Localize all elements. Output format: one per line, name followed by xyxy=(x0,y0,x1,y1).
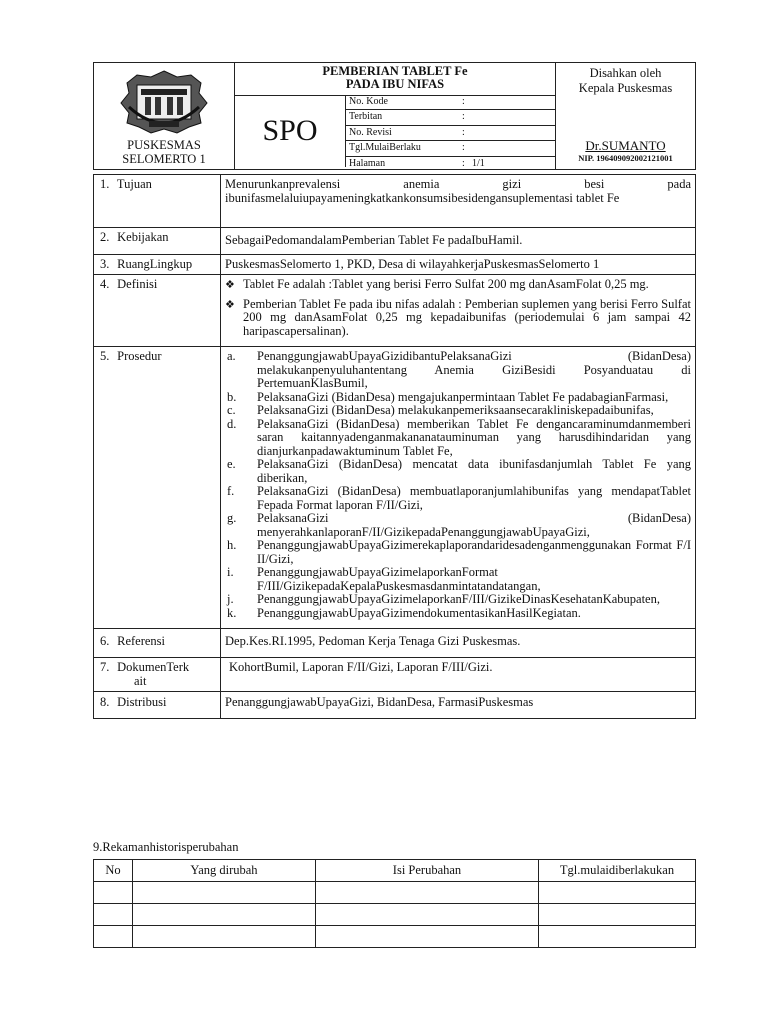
definition-text: Pemberian Tablet Fe pada ibu nifas adalah : Pemberian suplemen yang berisi Ferro Sulfat 200 mg danAsamFolat 0,25 mg kepadaibunifas (periodemulai 6 jam sampai 42 haripascapersalinan). xyxy=(243,296,691,338)
row-content: KohortBumil, Laporan F/II/Gizi, Laporan F/III/Gizi. xyxy=(221,658,696,692)
meta-value: 1/1 xyxy=(472,157,485,169)
row-label xyxy=(94,175,221,228)
row-content xyxy=(221,347,696,629)
step-letter: k. xyxy=(227,605,237,620)
procedure-step xyxy=(225,350,691,391)
meta-colon: : xyxy=(462,96,465,107)
approval-text xyxy=(556,66,695,96)
row-label-text: RuangLingkup xyxy=(117,256,193,271)
org-line2: SELOMERTO 1 xyxy=(122,152,206,166)
row-kebijakan xyxy=(94,228,696,255)
signer-nip: NIP. 196409092002121001 xyxy=(578,153,673,163)
diamond-bullet-icon: ❖ xyxy=(225,297,235,311)
row-label xyxy=(94,658,221,692)
history-header-row xyxy=(94,860,696,882)
row-content: PenanggungjawabUpayaGizi, BidanDesa, FarmasiPuskesmas xyxy=(221,692,696,719)
row-content: Menurunkanprevalensi anemia gizi besi pada ibunifasmelaluiupayameningkatkankonsumsibesidengansuplementasi tablet Fe xyxy=(221,175,696,228)
row-content: Dep.Kes.RI.1995, Pedoman Kerja Tenaga Gizi Puskesmas. xyxy=(221,629,696,658)
step-letter: c. xyxy=(227,403,236,417)
document-meta xyxy=(345,95,555,171)
meta-key: Tgl.MulaiBerlaku xyxy=(349,142,421,154)
title-cell xyxy=(235,63,556,170)
step-letter: g. xyxy=(227,511,237,525)
history-cell[interactable] xyxy=(133,904,316,926)
row-label-text: Referensi xyxy=(117,634,166,648)
step-letter: e. xyxy=(227,457,236,471)
procedure-step xyxy=(225,593,691,607)
history-cell[interactable] xyxy=(539,926,696,948)
row-definisi xyxy=(94,275,696,347)
row-number: 4. xyxy=(100,277,110,291)
history-row xyxy=(94,904,696,926)
history-col-changed: Yang dirubah xyxy=(133,860,316,882)
row-label xyxy=(94,275,221,347)
spo-label: SPO xyxy=(235,95,346,167)
meta-key: Halaman xyxy=(349,157,386,169)
meta-row-tgl xyxy=(345,141,555,156)
history-col-no: No xyxy=(94,860,133,882)
step-text: PelaksanaGizi (BidanDesa) menyerahkanlaporanF/II/GizikepadaPenanggungjawabUpayaGizi, xyxy=(257,511,691,539)
step-text: PelaksanaGizi (BidanDesa) melakukanpemeriksaansecarakliniskepadaibunifas, xyxy=(257,403,654,417)
step-letter: b. xyxy=(227,389,237,404)
row-label-text-cont: ait xyxy=(134,673,147,688)
row-label-text: Distribusi xyxy=(117,695,167,709)
step-text: PelaksanaGizi (BidanDesa) mengajukanpermintaan Tablet Fe padabagianFarmasi, xyxy=(257,389,669,404)
row-ruang-lingkup xyxy=(94,254,696,275)
history-cell[interactable] xyxy=(316,904,539,926)
row-label xyxy=(94,692,221,719)
logo-cell xyxy=(94,63,235,170)
history-cell[interactable] xyxy=(133,926,316,948)
step-text: PenanggungjawabUpayaGizimendokumentasikanHasilKegiatan. xyxy=(257,605,581,620)
meta-colon: : xyxy=(462,126,465,138)
row-content xyxy=(221,275,696,347)
row-label-text: Kebijakan xyxy=(117,230,169,244)
history-title: 9.Rekamanhistorisperubahan xyxy=(93,840,239,854)
meta-colon: : xyxy=(462,142,465,154)
row-prosedur xyxy=(94,347,696,629)
meta-row-revisi xyxy=(345,126,555,141)
meta-row-terbitan xyxy=(345,110,555,125)
procedure-step xyxy=(225,566,691,593)
meta-row-halaman xyxy=(345,157,555,171)
definition-item xyxy=(225,298,691,339)
title-line1: PEMBERIAN TABLET Fe xyxy=(322,64,468,78)
title-line2: PADA IBU NIFAS xyxy=(345,77,445,91)
procedure-table xyxy=(93,174,696,719)
signer-name: Dr.SUMANTO xyxy=(585,138,666,153)
row-number: 1. xyxy=(100,177,110,191)
step-text: PelaksanaGizi (BidanDesa) memberikan Tablet Fe dengancaraminumdanmemberi saran kaitannyadenganmakananatauminuman yang harusdihindaridan yang dianjurkanpadawaktuminum Tablet Fe, xyxy=(257,416,691,458)
history-row xyxy=(94,926,696,948)
meta-colon: : xyxy=(462,111,465,123)
document-title xyxy=(235,63,555,96)
row-label xyxy=(94,254,221,275)
definition-text: Tablet Fe adalah :Tablet yang berisi Ferro Sulfat 200 mg danAsamFolat 0,25 mg. xyxy=(243,277,649,291)
row-number: 7. xyxy=(100,660,110,674)
meta-colon: : xyxy=(462,157,465,169)
step-letter: f. xyxy=(227,484,235,498)
procedure-step xyxy=(225,418,691,459)
history-table xyxy=(93,859,696,948)
step-text: PelaksanaGizi (BidanDesa) membuatlaporanjumlahibunifas yang mendapatTablet Fepada Format laporan F/II/Gizi, xyxy=(257,484,691,512)
procedure-step xyxy=(225,539,691,566)
procedure-step xyxy=(225,607,691,621)
history-cell[interactable] xyxy=(539,904,696,926)
history-cell[interactable] xyxy=(94,904,133,926)
history-row xyxy=(94,882,696,904)
history-cell[interactable] xyxy=(316,926,539,948)
history-cell[interactable] xyxy=(133,882,316,904)
row-number: 3. xyxy=(100,256,110,271)
step-text: PelaksanaGizi (BidanDesa) mencatat data ibunifasdanjumlah Tablet Fe yang diberikan, xyxy=(257,457,691,485)
row-number: 5. xyxy=(100,349,110,363)
approval-line2: Kepala Puskesmas xyxy=(578,81,673,95)
step-letter: h. xyxy=(227,538,237,552)
step-text: PenanggungjawabUpayaGizidibantuPelaksanaGizi (BidanDesa) melakukanpenyuluhantentang Anemia GiziBesidi Posyanduatau di PertemuanKlasBumil, xyxy=(257,349,691,390)
row-label-text: Tujuan xyxy=(116,177,152,191)
meta-key: No. Kode xyxy=(349,96,388,107)
header-table xyxy=(93,62,696,170)
organization-name xyxy=(94,138,234,166)
procedure-step xyxy=(225,391,691,405)
procedure-step xyxy=(225,512,691,539)
row-label xyxy=(94,629,221,658)
approval-cell xyxy=(556,63,696,170)
history-cell[interactable] xyxy=(94,882,133,904)
step-text: PenanggungjawabUpayaGizimelaporkanFormat F/III/GizikepadaKepalaPuskesmasdanmintatandatangan, xyxy=(257,565,541,593)
approval-line1: Disahkan oleh xyxy=(589,66,662,80)
meta-row-kode xyxy=(345,95,555,110)
history-cell[interactable] xyxy=(94,926,133,948)
step-letter: d. xyxy=(227,416,237,431)
meta-key: No. Revisi xyxy=(349,126,392,138)
procedure-step xyxy=(225,485,691,512)
history-col-content: Isi Perubahan xyxy=(316,860,539,882)
row-number: 8. xyxy=(100,695,110,709)
step-text: PenanggungjawabUpayaGizimerekaplaporandaridesadenganmenggunakan Format F/III/Gizi, xyxy=(257,538,691,566)
row-tujuan xyxy=(94,175,696,228)
diamond-bullet-icon: ❖ xyxy=(225,278,235,291)
history-col-date: Tgl.mulaidiberlakukan xyxy=(539,860,696,882)
row-number: 2. xyxy=(100,230,110,244)
procedure-step xyxy=(225,404,691,418)
row-content: PuskesmasSelomerto 1, PKD, Desa di wilayahkerjaPuskesmasSelomerto 1 xyxy=(221,254,696,275)
meta-key: Terbitan xyxy=(349,111,383,123)
org-line1: PUSKESMAS xyxy=(127,138,201,152)
row-number: 6. xyxy=(100,634,110,648)
row-label xyxy=(94,228,221,255)
row-label-text: Prosedur xyxy=(117,349,162,363)
row-distribusi xyxy=(94,692,696,719)
row-content: SebagaiPedomandalamPemberian Tablet Fe padaIbuHamil. xyxy=(221,228,696,255)
row-label-text: DokumenTerk xyxy=(117,660,190,674)
step-letter: i. xyxy=(227,565,234,579)
row-label xyxy=(94,347,221,629)
history-cell[interactable] xyxy=(316,882,539,904)
row-label-text: Definisi xyxy=(117,277,158,291)
row-referensi xyxy=(94,629,696,658)
row-dokumen-terkait xyxy=(94,658,696,692)
puskesmas-logo-icon xyxy=(119,69,209,135)
step-text: PenanggungjawabUpayaGizimelaporkanF/III/GizikeDinasKesehatanKabupaten, xyxy=(257,592,660,606)
definition-item xyxy=(225,278,691,292)
procedure-step xyxy=(225,458,691,485)
step-letter: a. xyxy=(227,349,236,363)
step-letter: j. xyxy=(227,592,234,606)
history-cell[interactable] xyxy=(539,882,696,904)
